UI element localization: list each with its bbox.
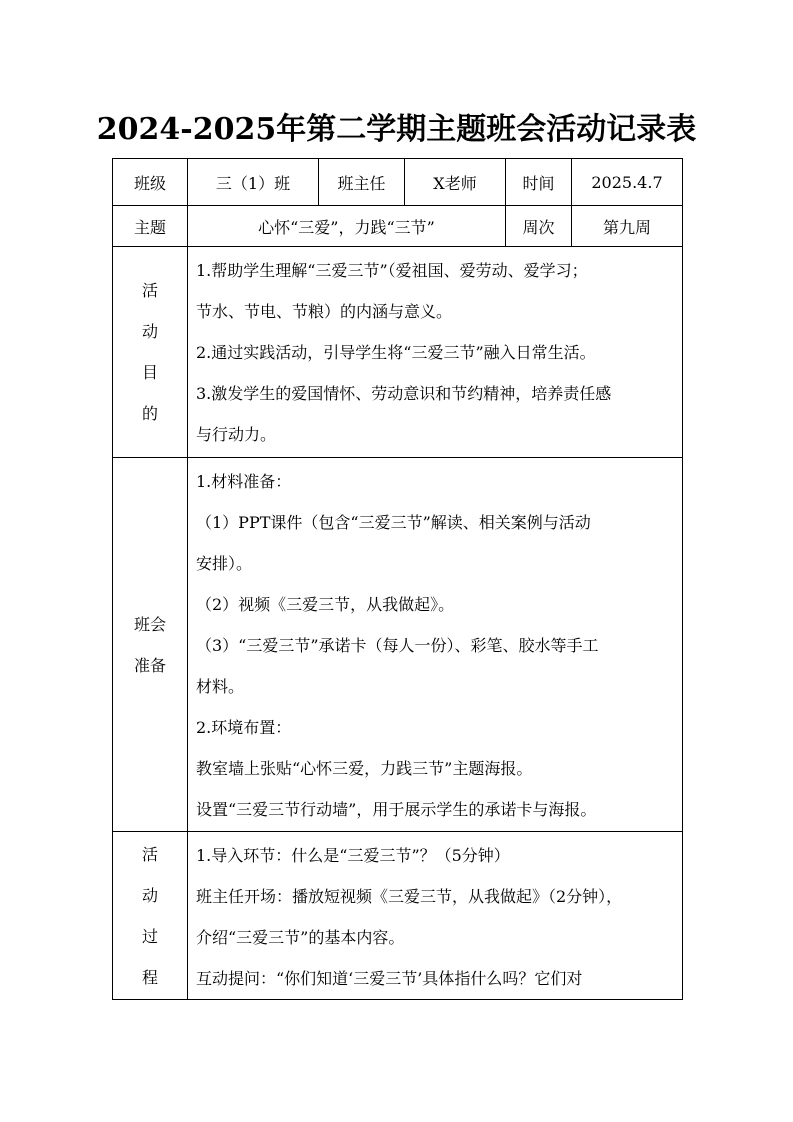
teacher-value: X老师 xyxy=(405,159,506,206)
prep-line: 2.环境布置： xyxy=(196,718,292,737)
goals-line: 节水、节电、节粮）的内涵与意义。 xyxy=(196,302,453,321)
goals-line: 3.激发学生的爱国情怀、劳动意识和节约精神，培养责任感 xyxy=(196,384,612,403)
goals-label-char: 动 xyxy=(141,322,158,341)
prep-line: （3）“三爱三节”承诺卡（每人一份）、彩笔、胶水等手工 xyxy=(196,636,599,655)
process-label-char: 动 xyxy=(141,885,158,905)
prep-label-line: 班会 xyxy=(133,614,166,634)
teacher-label: 班主任 xyxy=(319,159,405,206)
prep-label xyxy=(113,458,188,832)
goals-label-char: 的 xyxy=(141,404,158,423)
class-label: 班级 xyxy=(113,159,188,206)
goals-row xyxy=(113,247,683,458)
goals-line: 1.帮助学生理解“三爱三节”（爱祖国、爱劳动、爱学习； xyxy=(196,261,588,280)
prep-label-line: 准备 xyxy=(133,655,166,675)
week-label: 周次 xyxy=(506,206,572,247)
theme-row xyxy=(113,206,683,247)
goals-label-char: 活 xyxy=(141,281,158,300)
process-label xyxy=(113,832,188,1000)
theme-label: 主题 xyxy=(113,206,188,247)
process-row xyxy=(113,832,683,1000)
process-label-char: 过 xyxy=(141,926,158,946)
header-row xyxy=(113,159,683,206)
process-line: 1.导入环节：什么是“三爱三节”？（5分钟） xyxy=(196,846,510,865)
prep-line: 教室墙上张贴“心怀三爱，力践三节”主题海报。 xyxy=(196,759,533,778)
goals-line: 与行动力。 xyxy=(196,425,277,444)
page-title: 2024-2025年第二学期主题班会活动记录表 xyxy=(96,112,697,147)
process-content xyxy=(188,832,683,1000)
prep-content xyxy=(188,458,683,832)
record-table xyxy=(112,158,683,1000)
prep-line: （2）视频《三爱三节，从我做起》。 xyxy=(196,595,455,614)
time-value: 2025.4.7 xyxy=(572,159,683,206)
process-label-char: 活 xyxy=(141,844,158,864)
prep-row xyxy=(113,458,683,832)
goals-line: 2.通过实践活动，引导学生将“三爱三节”融入日常生活。 xyxy=(196,343,596,362)
goals-label-char: 目 xyxy=(141,363,158,382)
process-label-char: 程 xyxy=(141,967,158,987)
prep-line: （1）PPT课件（包含“三爱三节”解读、相关案例与活动 xyxy=(196,513,591,532)
week-value: 第九周 xyxy=(572,206,683,247)
theme-value: 心怀“三爱”，力践“三节” xyxy=(188,206,506,247)
prep-line: 1.材料准备： xyxy=(196,472,292,491)
prep-line: 设置“三爱三节行动墙”，用于展示学生的承诺卡与海报。 xyxy=(196,800,597,819)
process-line: 介绍“三爱三节”的基本内容。 xyxy=(196,928,405,947)
goals-content xyxy=(188,247,683,458)
time-label: 时间 xyxy=(506,159,572,206)
class-value: 三（1）班 xyxy=(188,159,319,206)
prep-line: 材料。 xyxy=(196,677,245,696)
prep-line: 安排）。 xyxy=(196,554,253,573)
process-line: 互动提问：“你们知道‘三爱三节’具体指什么吗？它们对 xyxy=(196,969,583,988)
process-line: 班主任开场：播放短视频《三爱三节，从我做起》（2分钟）， xyxy=(196,887,623,906)
goals-label xyxy=(113,247,188,458)
